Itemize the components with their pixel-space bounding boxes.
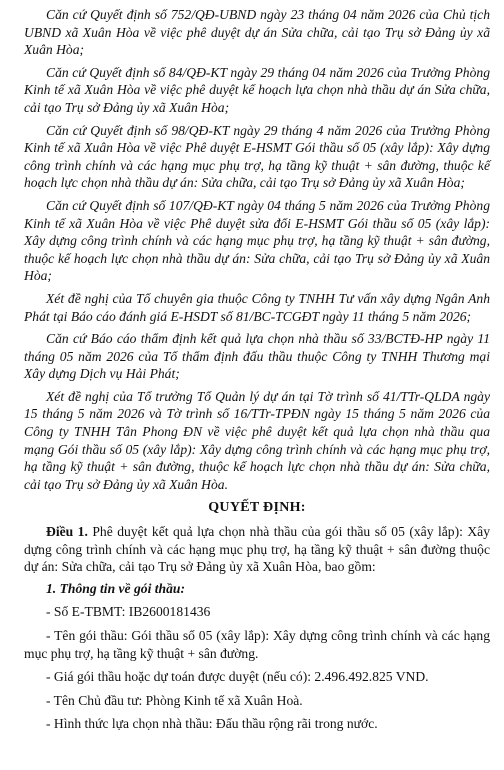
info-item: - Giá gói thầu hoặc dự toán được duyệt (nếu có): 2.496.492.825 VND. <box>46 669 429 685</box>
preamble-paragraph: Căn cứ Quyết định số 98/QĐ-KT ngày 29 tháng 4 năm 2026 của Trưởng Phòng Kinh tế xã Xuân Hòa về việc Phê duyệt E-HSMT Gói thầu số 05 (xây lắp): Xây dựng công trình chính và các hạng mục phụ trợ, hạ tầng kỹ thuật + sân đường, thuộc kế hoạch lực chọn nhà thầu dự án: Sửa chữa, cải tạo Trụ sở Đảng ủy xã Xuân Hòa; <box>24 122 490 191</box>
section-1-title: 1. Thông tin về gói thầu: <box>46 580 185 596</box>
info-item: - Tên Chủ đầu tư: Phòng Kinh tế xã Xuân Hoà. <box>46 692 303 708</box>
preamble-paragraph: Xét đề nghị của Tổ trưởng Tổ Quản lý dự án tại Tờ trình số 41/TTr-QLDA ngày 15 tháng 5 năm 2026 và Tờ trình số 16/TTr-TPĐN ngày 15 tháng 5 năm 2026 của Công ty TNHH Tân Phong ĐN về việc phê duyệt kết quả lựa chọn nhà thầu qua mạng Gói thầu số 05 (xây lắp): Xây dựng công trình chính và các hạng mục phụ trợ, hạ tầng kỹ thuật + sân đường, thuộc kế hoạch lực chọn nhà thầu dự án: Sửa chữa, cải tạo Trụ sở Đảng ủy xã Xuân Hòa. <box>24 388 490 492</box>
article-1-text: Phê duyệt kết quả lựa chọn nhà thầu của gói thầu số 05 (xây lắp): Xây dựng công trình chính và các hạng mục phụ trợ, hạ tầng kỹ thuật + sân đường thuộc dự án: Sửa chữa, cải tạo Trụ sở Đảng ủy xã Xuân Hòa, bao gồm: <box>24 524 491 575</box>
info-item: - Hình thức lựa chọn nhà thầu: Đấu thầu rộng rãi trong nước. <box>46 716 378 732</box>
info-item: - Số E-TBMT: IB2600181436 <box>46 604 211 620</box>
preamble-paragraph: Căn cứ Quyết định số 84/QĐ-KT ngày 29 tháng 04 năm 2026 của Trưởng Phòng Kinh tế xã Xuân Hòa về việc phê duyệt kế hoạch lựa chọn nhà thầu dự án Sửa chữa, cải tạo Trụ sở Đảng ủy xã Xuân Hòa; <box>24 64 490 115</box>
preamble-paragraph: Xét đề nghị của Tổ chuyên gia thuộc Công ty TNHH Tư vấn xây dựng Ngân Anh Phát tại Báo cáo đánh giá E-HSDT số 81/BC-TCGĐT ngày 11 tháng 5 năm 2026; <box>24 290 490 324</box>
info-item: - Tên gói thầu: Gói thầu số 05 (xây lắp): Xây dựng công trình chính và các hạng mục phụ trợ, hạ tầng kỹ thuật + sân đường. <box>24 628 490 661</box>
preamble <box>24 6 490 493</box>
preamble-paragraph: Căn cứ Quyết định số 752/QĐ-UBND ngày 23 tháng 04 năm 2026 của Chủ tịch UBND xã Xuân Hòa về việc phê duyệt dự án Sửa chữa, cải tạo Trụ sở Đảng ủy xã Xuân Hòa; <box>24 7 490 58</box>
article-1 <box>24 523 490 576</box>
article-1-lead: Điều 1. <box>46 524 88 540</box>
preamble-paragraph: Căn cứ Báo cáo thẩm định kết quả lựa chọn nhà thầu số 33/BCTĐ-HP ngày 11 tháng 05 năm 2026 của Tổ thẩm định đấu thầu thuộc Công ty TNHH Thương mại Xây dựng Dịch vụ Hải Phát; <box>24 331 490 382</box>
decision-heading: QUYẾT ĐỊNH: <box>208 500 306 516</box>
preamble-paragraph: Căn cứ Quyết định số 107/QĐ-KT ngày 04 tháng 5 năm 2026 của Trưởng Phòng Kinh tế xã Xuân Hòa về việc Phê duyệt sửa đổi E-HSMT Gói thầu số 05 (xây lắp): Xây dựng công trình chính và các hạng mục phụ trợ, hạ tầng kỹ thuật + sân đường, thuộc kế hoạch lực chọn nhà thầu dự án: Sửa chữa, cải tạo Trụ sở Đảng ủy xã Xuân Hòa; <box>24 197 490 284</box>
